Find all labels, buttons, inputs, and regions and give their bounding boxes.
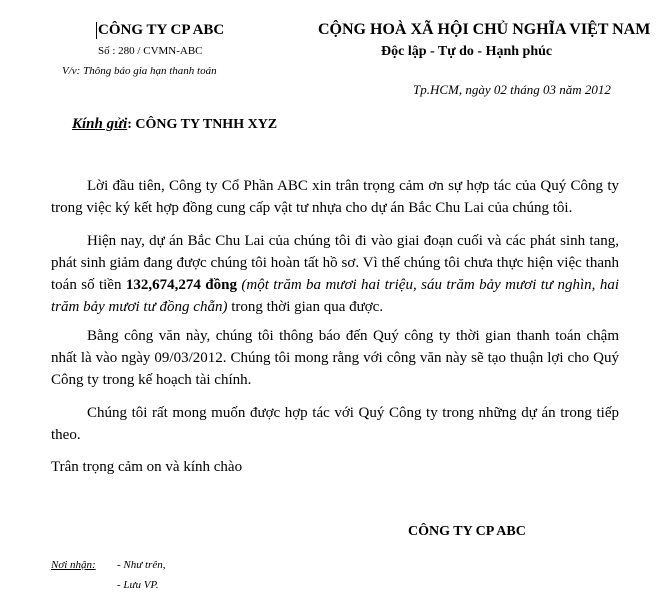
paragraph-2-end: trong thời gian qua được.: [227, 299, 384, 315]
document-subject: V/v: Thông báo gia hạn thanh toán: [62, 65, 217, 77]
signature-company: CÔNG TY CP ABC: [408, 524, 526, 539]
recipients-label: Nơi nhận:: [51, 559, 96, 571]
document-date: Tp.HCM, ngày 02 tháng 03 năm 2012: [413, 82, 611, 97]
amount-in-words: (một trăm ba mươi hai triệu, sáu trăm bảy mươi tư nghìn, hai trăm bảy mươi tư đồng chẵn): [51, 277, 620, 315]
recipient-label: Kính gửi: [72, 116, 128, 132]
paragraph-1: Lời đầu tiên, Công ty Cổ Phần ABC xin trân trọng cảm ơn sự hợp tác của Quý Công ty trong việc ký kết hợp đồng cung cấp vật tư nhựa cho dự án Bắc Chu Lai của chúng tôi.: [51, 178, 619, 216]
paragraph-2: [51, 230, 619, 318]
recipient-line: [72, 116, 277, 133]
paragraph-3: Bằng công văn này, chúng tôi thông báo đến Quý công ty thời gian thanh toán chậm nhất là vào ngày 09/03/2012. Chúng tôi mong rằng với công văn này sẽ tạo thuận lợi cho Quý Công ty trong kế hoạch tài chính.: [51, 328, 619, 388]
document-number: Số : 280 / CVMN-ABC: [98, 45, 203, 57]
recipient-item: - Như trên,: [117, 559, 166, 571]
amount: 132,674,274 đồng: [125, 277, 237, 293]
nation-title: CỘNG HOÀ XÃ HỘI CHỦ NGHĨA VIỆT NAM: [318, 21, 651, 38]
paragraph-2-text: Hiện nay, dự án Bắc Chu Lai của chúng tôi đi vào giai đoạn cuối và các phát sinh tang, phát sinh giảm đang được chúng tôi hoàn tất hồ sơ. Vì thế chúng tôi chưa thực hiện việc thanh toán số tiền: [51, 233, 619, 293]
national-motto: Độc lập - Tự do - Hạnh phúc: [381, 44, 553, 59]
paragraph-4: Chúng tôi rất mong muốn được hợp tác với Quý Công ty trong những dự án trong tiếp theo.: [51, 405, 619, 443]
recipient-item: - Lưu VP.: [117, 579, 159, 591]
company-name: CÔNG TY CP ABC: [98, 22, 225, 38]
recipient-name: : CÔNG TY TNHH XYZ: [127, 117, 278, 132]
closing: Trân trọng cảm on và kính chào: [51, 459, 243, 475]
